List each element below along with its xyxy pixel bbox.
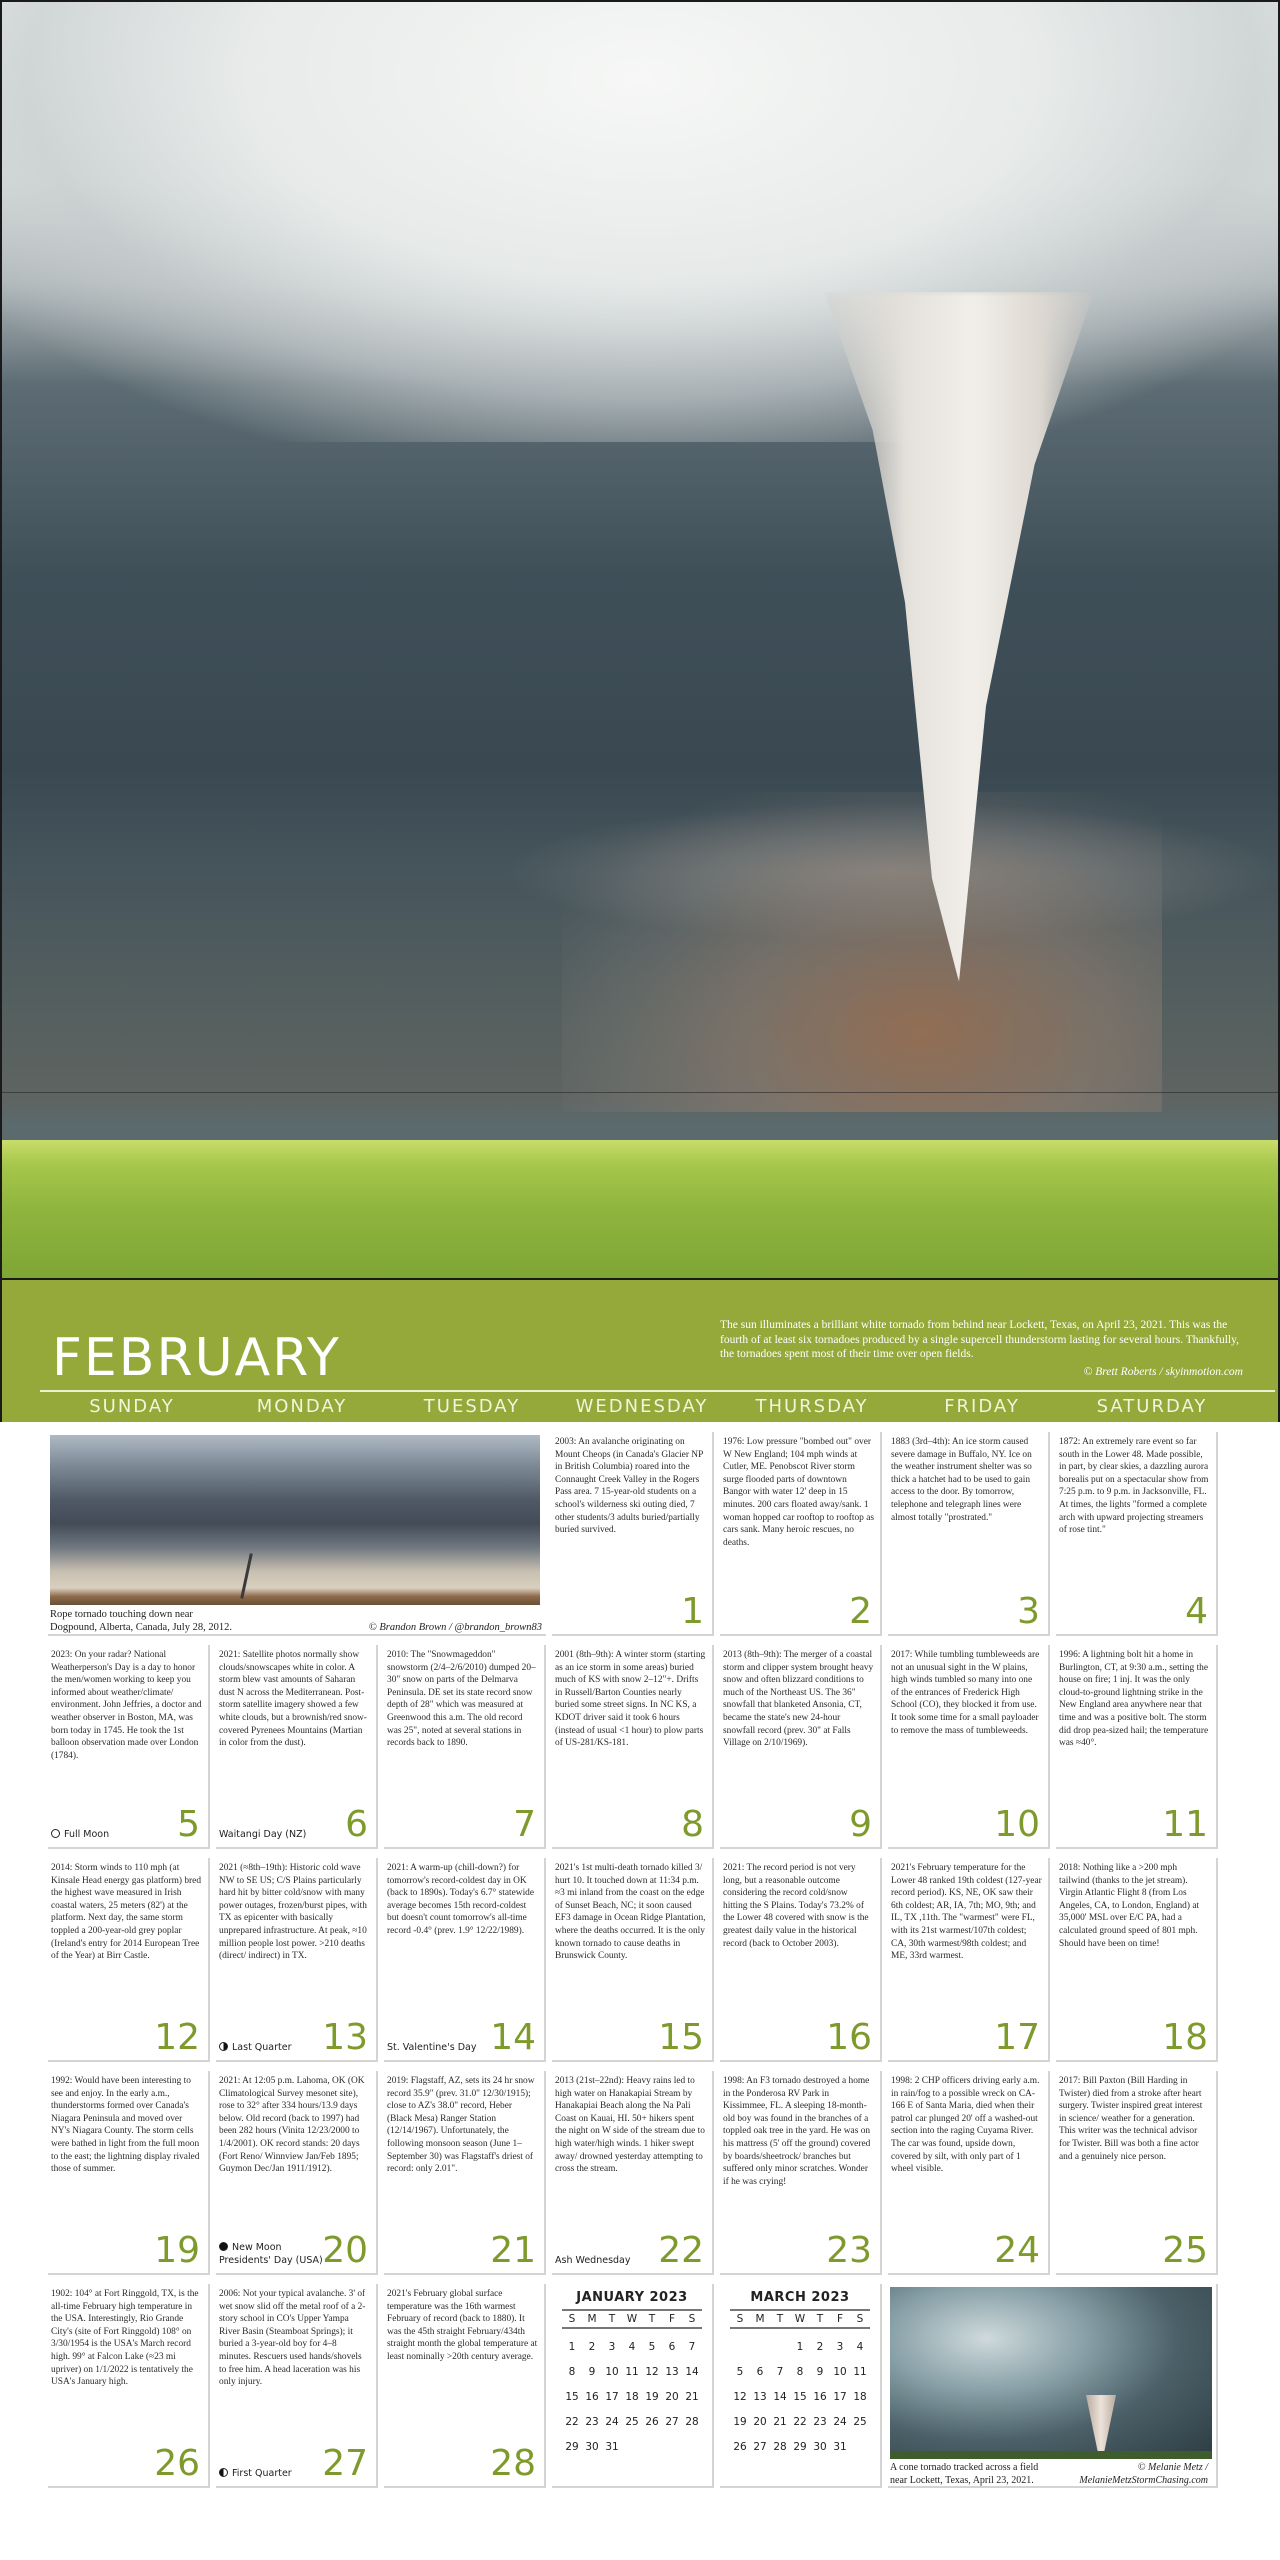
- mini-day: 8: [796, 2366, 804, 2378]
- hero-power-lines: [2, 1092, 1280, 1118]
- mini-calendar-week: [730, 2385, 870, 2410]
- mini-day: [850, 2435, 870, 2460]
- mini-day: 8: [568, 2366, 576, 2378]
- weekday-letter: F: [836, 2313, 844, 2325]
- mini-day: 13: [665, 2366, 679, 2378]
- day-cell-13: [216, 1858, 378, 2062]
- mini-day: 12: [733, 2391, 747, 2403]
- mini-day: 17: [605, 2391, 619, 2403]
- day-fact: 2017: While tumbling tumbleweeds are not an unusual sight in the W plains, high winds tumbled so many into one of the entrances of Frederick High School (CO), they blocked it from use. It took some time for a small payloader to remove the mass of tumbleweeds.: [891, 1650, 1040, 1736]
- mini-day: 9: [816, 2366, 824, 2378]
- day-number: 26: [154, 2443, 200, 2484]
- mini-day: 23: [585, 2416, 599, 2428]
- day-number: 23: [826, 2230, 872, 2271]
- day-fact: 2021: A warm-up (chill-down?) for tomorrow's record-coldest day in OK (back to 1890s). Today's 6.7° statewide average becomes 15th record-coldest but doesn't count tomorrow's all-time record -0.4° (prev. 1.9° 12/22/1989).: [387, 1863, 535, 1936]
- full-moon-icon: [51, 1829, 60, 1838]
- inset-photo-caption: [50, 1609, 232, 1634]
- header-divider: [40, 1390, 1275, 1392]
- inset-photo-credit: © Brandon Brown / @brandon_brown83: [368, 1622, 542, 1633]
- mini-day: 3: [836, 2341, 844, 2353]
- day-number: 20: [322, 2230, 368, 2271]
- day-fact: 2019: Flagstaff, AZ, sets its 24 hr snow record 35.9" (prev. 31.0" 12/30/1915); close to AZ's 38.0" record, Heber (Black Mesa) Ranger Station (12/14/1967). Unfortunately, the following monsoon season (June 1–September 30) was Flagstaff's driest of record: only 2.01".: [387, 2076, 535, 2175]
- day-fact: 1996: A lightning bolt hit a home in Burlington, CT, at 9:30 a.m., setting the house on fire; 1 inj. It was the only cloud-to-ground lightning strike in the New England area anywhere near that time and was a positive bolt. The storm did drop pea-sized hail; the temperature was ≈40°.: [1059, 1650, 1209, 1749]
- mini-day: 5: [736, 2366, 744, 2378]
- day-number: 1: [681, 1591, 704, 1632]
- day-number: 18: [1162, 2017, 1208, 2058]
- day-fact: 2021's February global surface temperature was the 16th warmest February of record (back to 1880). It was the 45th straight February/434th straight month the global temperature at least nominally >20th century average.: [387, 2289, 538, 2362]
- calendar-grid: [48, 1432, 1218, 2488]
- mini-day: 21: [685, 2391, 699, 2403]
- mini-day: 29: [793, 2441, 807, 2453]
- day-cell-20: [216, 2071, 378, 2275]
- weekday-letter: S: [688, 2313, 696, 2325]
- mini-day: 29: [565, 2441, 579, 2453]
- new-moon-icon: [219, 2242, 228, 2251]
- day-cell-7: [384, 1645, 546, 1849]
- caption-line: near Lockett, Texas, April 23, 2021.: [890, 2474, 1034, 2486]
- day-fact: 2021: Satellite photos normally show clouds/snowscapes white in color. A storm blew vast amounts of Saharan dust N across the Mediterranean. Post-storm satellite imagery showed a few white clouds, but a brownish/red snow-covered Pyrenees Mountains (Martian in color from the dust).: [219, 1650, 367, 1749]
- mini-day: 14: [685, 2366, 699, 2378]
- mini-day: [662, 2435, 682, 2460]
- credit-line: © Melanie Metz /: [1137, 2462, 1208, 2473]
- day-number: 25: [1162, 2230, 1208, 2271]
- day-fact: 2021's February temperature for the Lower 48 ranked 19th coldest (127-year record period). KS, NE, OK saw their 6th coldest; AR, IA, 7th; MO, 9th; and IL, TX ,11th. The "warmest" were FL, with its 21st warmest/107th coldest; CA, 30th warmest/98th coldest; and ME, 33rd warmest.: [891, 1863, 1042, 1962]
- day-fact: 2013 (8th–9th): The merger of a coastal storm and clipper system brought heavy snow and often blizzard conditions to much of the Northeast US. The 36" snowfall that blanketed Ansonia, CT, became the state's new 24-hour snowfall record (prev. 30" at Falls Village on 2/10/1969).: [723, 1650, 874, 1749]
- note-label: First Quarter: [232, 2468, 292, 2479]
- mini-day: 2: [588, 2341, 596, 2353]
- day-fact: 2021: The record period is not very long, but a reasonable outcome considering the record cold/snow hitting the S Plains. Today's 73.2% of the Lower 48 covered with snow is the greatest daily value in the historical record (back to October 2003).: [723, 1863, 869, 1949]
- mini-calendar-week: [730, 2410, 870, 2435]
- day-cell-24: [888, 2071, 1050, 2275]
- day-cell-10: [888, 1645, 1050, 1849]
- weekday-letter: M: [587, 2313, 597, 2325]
- day-number: 24: [994, 2230, 1040, 2271]
- mini-day: 7: [776, 2366, 784, 2378]
- day-fact: 2010: The "Snowmageddon" snowstorm (2/4–2/6/2010) dumped 20–30" snow on parts of the Delmarva Peninsula. DE set its state record snow depth of 28" which was measured at Greenwood this a.m. The old record was 25", noted at several stations in records back to 1890.: [387, 1650, 536, 1749]
- day-cell-22: [552, 2071, 714, 2275]
- day-number: 15: [658, 2017, 704, 2058]
- day-cell-8: [552, 1645, 714, 1849]
- day-number: 12: [154, 2017, 200, 2058]
- day-cell-5: [48, 1645, 210, 1849]
- day-number: 8: [681, 1804, 704, 1845]
- mini-day: 4: [856, 2341, 864, 2353]
- day-fact: 2006: Not your typical avalanche. 3' of wet snow slid off the metal roof of a 2-story school in CO's Upper Yampa River Basin (Steamboat Springs); it buried a 3-year-old boy for 4–8 minutes. Rescuers used hands/shovels to free him. A head laceration was his only injury.: [219, 2289, 366, 2388]
- day-number: 17: [994, 2017, 1040, 2058]
- mini-day: 22: [565, 2416, 579, 2428]
- mini-day: 14: [773, 2391, 787, 2403]
- rope-tornado-image: [50, 1435, 540, 1605]
- day-note: [219, 2041, 292, 2054]
- day-number: 27: [322, 2443, 368, 2484]
- mini-day: 17: [833, 2391, 847, 2403]
- mini-day: 11: [625, 2366, 639, 2378]
- day-fact: 1902: 104° at Fort Ringgold, TX, is the all-time February high temperature in the USA. Interestingly, Rio Grande City's (site of Fort Ringgold) 108° on 3/30/1954 is the USA's March record high. 99° at Falcon Lake (≈23 mi upriver) on 1/1/2022 is tentatively the USA's January high.: [51, 2289, 199, 2388]
- hero-credit: © Brett Roberts / skyinmotion.com: [1083, 1366, 1243, 1378]
- mini-day: 30: [813, 2441, 827, 2453]
- day-cell-28: [384, 2284, 546, 2488]
- mini-day: 25: [625, 2416, 639, 2428]
- mini-day: 1: [568, 2341, 576, 2353]
- inset-photo-rope-tornado: [48, 1432, 546, 1636]
- weekday-monday: MONDAY: [256, 1396, 348, 1417]
- weekday-letter: S: [736, 2313, 744, 2325]
- day-cell-18: [1056, 1858, 1218, 2062]
- mini-day: [622, 2435, 642, 2460]
- note-label: Full Moon: [64, 1829, 110, 1840]
- day-cell-11: [1056, 1645, 1218, 1849]
- cone-tornado-image: [890, 2287, 1212, 2459]
- mini-day: 20: [665, 2391, 679, 2403]
- cone-funnel: [1086, 2395, 1116, 2453]
- day-number: 13: [322, 2017, 368, 2058]
- day-number: 16: [826, 2017, 872, 2058]
- mini-day: 10: [833, 2366, 847, 2378]
- day-number: 19: [154, 2230, 200, 2271]
- day-fact: 2013 (21st–22nd): Heavy rains led to high water on Hanakapiai Stream by Hanakapiai Beach along the Na Pali Coast on Kauai, HI. 50+ hikers spent the night on W side of the stream due to high water/high winds. 1 hiker swept away/ drowned yesterday attempting to cross the stream.: [555, 2076, 705, 2175]
- inset-photo-cone-tornado: [888, 2284, 1218, 2488]
- mini-calendar-weekdays: [562, 2309, 702, 2329]
- hero-green-field: [2, 1140, 1280, 1280]
- mini-day: [770, 2335, 790, 2360]
- day-cell-27: [216, 2284, 378, 2488]
- mini-day: 31: [605, 2441, 619, 2453]
- mini-day: 16: [585, 2391, 599, 2403]
- mini-day: 24: [605, 2416, 619, 2428]
- first-quarter-moon-icon: [219, 2468, 228, 2477]
- mini-day: 9: [588, 2366, 596, 2378]
- month-header: [0, 1280, 1280, 1422]
- weekday-sunday: SUNDAY: [89, 1396, 175, 1417]
- mini-day: 20: [753, 2416, 767, 2428]
- day-number: 11: [1162, 1804, 1208, 1845]
- day-fact: 2023: On your radar? National Weatherperson's Day is a day to honor the men/women working to keep you informed about weather/climate/ environment. John Jeffries, a doctor and weather observer in Boston, MA, was born today in 1745. He took the 1st balloon observation made over London (1784).: [51, 1650, 202, 1761]
- day-fact: 2014: Storm winds to 110 mph (at Kinsale Head energy gas platform) bred the highest wave measured in Irish coastal waters, 25 meters (82') at the platform. Next day, the same storm toppled a 200-year-old grey poplar (Ireland's entry for 2014 European Tree of the Year) at Birr Castle.: [51, 1863, 202, 1962]
- mini-calendar-week: [730, 2360, 870, 2385]
- hero-dust-cloud: [562, 792, 1162, 1112]
- weekday-letter: M: [755, 2313, 765, 2325]
- day-number: 2: [849, 1591, 872, 1632]
- mini-day: 15: [565, 2391, 579, 2403]
- day-note: Ash Wednesday: [555, 2255, 631, 2266]
- day-fact: 2003: An avalanche originating on Mount Cheops (in Canada's Glacier NP in British Columbia) roared into the Connaught Creek Valley in the Rogers Pass area. 7 15-year-old students on a school's wilderness ski outing died, 7 other students/3 adults buried/partially buried survived.: [555, 1437, 703, 1536]
- day-fact: 1872: An extremely rare event so far south in the Lower 48. Made possible, in part, by clear skies, a dazzling aurora borealis put on a spectacular show from 7:25 p.m. to 9 p.m. in Jacksonville, FL. At times, the lights "formed a complete arch with upward projecting streamers of rose tint.": [1059, 1437, 1209, 1536]
- day-number: 7: [513, 1804, 536, 1845]
- weekday-letter: T: [648, 2313, 656, 2325]
- weekday-tuesday: TUESDAY: [423, 1396, 521, 1417]
- mini-day: [642, 2435, 662, 2460]
- day-number: 28: [490, 2443, 536, 2484]
- day-note: [51, 1828, 109, 1841]
- hero-cloud: [0, 0, 1280, 442]
- mini-day: [682, 2435, 702, 2460]
- mini-day: 3: [608, 2341, 616, 2353]
- day-cell-23: [720, 2071, 882, 2275]
- caption-line: Dogpound, Alberta, Canada, July 28, 2012.: [50, 1621, 232, 1633]
- day-number: 4: [1185, 1591, 1208, 1632]
- weekday-friday: FRIDAY: [944, 1396, 1020, 1417]
- holiday-label: Presidents' Day (USA): [219, 2255, 323, 2266]
- day-cell-1: [552, 1432, 714, 1636]
- photo-ground: [890, 2451, 1212, 2459]
- day-fact: 2001 (8th–9th): A winter storm (starting as an ice storm in some areas) buried much of KS with snow 2–12"+. Drifts in Russell/Barton Counties nearly buried some street signs. In NC KS, a KDOT driver said it took 6 hours (instead of usual <1 hour) to plow parts of US-281/KS-181.: [555, 1650, 706, 1749]
- mini-calendar-week: [730, 2335, 870, 2360]
- day-number: 9: [849, 1804, 872, 1845]
- day-fact: 1998: 2 CHP officers driving early a.m. in rain/fog to a possible wreck on CA-166 E of Santa Maria, died when their patrol car plunged 20' off a washed-out section into the raging Cuyama River. The car was found, upside down, covered by silt, with only part of 1 wheel visible.: [891, 2076, 1040, 2175]
- mini-day: 19: [645, 2391, 659, 2403]
- weekday-letter: S: [856, 2313, 864, 2325]
- mini-calendar-week: [562, 2410, 702, 2435]
- weekday-wednesday: WEDNESDAY: [575, 1396, 709, 1417]
- mini-day: 27: [753, 2441, 767, 2453]
- mini-day: 18: [625, 2391, 639, 2403]
- mini-day: [750, 2335, 770, 2360]
- hero-caption: The sun illuminates a brilliant white tornado from behind near Lockett, Texas, on April 23, 2021. This was the fourth of at least six tornadoes produced by a single supercell thunderstorm lasting for several hours. Thankfully, the tornadoes spent most of their time over open fields.: [720, 1319, 1239, 1360]
- note-label: New Moon: [232, 2242, 282, 2253]
- mini-day: 6: [668, 2341, 676, 2353]
- day-number: 5: [177, 1804, 200, 1845]
- day-number: 3: [1017, 1591, 1040, 1632]
- day-fact: 1883 (3rd–4th): An ice storm caused severe damage in Buffalo, NY. Ice on the weather instrument shelter was so thick a hatchet had to be used to gain access to the door. By tomorrow, telephone and telegraph lines were almost totally "prostrated.": [891, 1437, 1032, 1523]
- mini-day: 2: [816, 2341, 824, 2353]
- mini-day: 31: [833, 2441, 847, 2453]
- day-cell-6: [216, 1645, 378, 1849]
- rope-funnel: [240, 1553, 252, 1599]
- mini-day: 5: [648, 2341, 656, 2353]
- mini-day: 10: [605, 2366, 619, 2378]
- caption-line: A cone tornado tracked across a field: [890, 2462, 1039, 2473]
- day-cell-14: [384, 1858, 546, 2062]
- mini-day: 28: [773, 2441, 787, 2453]
- mini-day: 27: [665, 2416, 679, 2428]
- weekday-saturday: SATURDAY: [1096, 1396, 1208, 1417]
- day-fact: 2021 (≈8th–19th): Historic cold wave NW to SE US; C/S Plains particularly hard hit by bitter cold/snow with many power outages, frozen/burst pipes, with TX as epicenter with basically unprepared infrastructure. At peak, ≈10 million people lost power. >210 deaths (direct/ indirect) in TX.: [219, 1863, 367, 1962]
- mini-calendar-title: JANUARY 2023: [576, 2290, 688, 2305]
- day-cell-15: [552, 1858, 714, 2062]
- inset-photo-credit: [1079, 2462, 1208, 2487]
- mini-day: 6: [756, 2366, 764, 2378]
- day-cell-16: [720, 1858, 882, 2062]
- mini-day: 24: [833, 2416, 847, 2428]
- weekday-header-row: [47, 1396, 1237, 1417]
- day-number: 14: [490, 2017, 536, 2058]
- mini-day: 4: [628, 2341, 636, 2353]
- mini-day: 15: [793, 2391, 807, 2403]
- day-number: 22: [658, 2230, 704, 2271]
- mini-calendar-week: [562, 2385, 702, 2410]
- day-note: [219, 2467, 292, 2480]
- weekday-letter: T: [776, 2313, 784, 2325]
- mini-day: 18: [853, 2391, 867, 2403]
- day-number: 10: [994, 1804, 1040, 1845]
- weekday-letter: W: [794, 2313, 806, 2325]
- day-fact: 1976: Low pressure "bombed out" over W New England; 104 mph winds at Cutler, ME. Penobscot River storm surge flooded parts of downtown Bangor with water 12' deep in 15 minutes. 200 cars floated away/sank. 1 woman hopped car rooftop to rooftop as cars sank. Many heroic rescues, no deaths.: [723, 1437, 875, 1548]
- weekday-letter: W: [626, 2313, 638, 2325]
- mini-calendar-week: [730, 2435, 870, 2460]
- mini-calendar-week: [562, 2435, 702, 2460]
- day-number: 6: [345, 1804, 368, 1845]
- month-title: FEBRUARY: [52, 1328, 341, 1388]
- day-cell-17: [888, 1858, 1050, 2062]
- day-fact: 2021: At 12:05 p.m. Lahoma, OK (OK Climatological Survey mesonet site), rose to 32° after 334 hours/13.9 days below. Old record (back to 1997) had been 282 hours (Vinita 12/23/2000 to 1/4/2001). OK record stands: 20 days (Fort Reno/ Winnview Jan/Feb 1895; Guymon Dec/Jan 1911/1912).: [219, 2076, 365, 2175]
- day-fact: 2021's 1st multi-death tornado killed 3/ hurt 10. It touched down at 11:34 p.m. ≈3 mi inland from the coast on the edge of Sunset Beach, NC; it soon caused EF3 damage in Ocean Ridge Plantation, where the deaths occurred. It is the only known tornado to cause deaths in Brunswick County.: [555, 1863, 706, 1962]
- mini-calendar-january: [552, 2284, 714, 2488]
- day-cell-25: [1056, 2071, 1218, 2275]
- day-fact: 2018: Nothing like a >200 mph tailwind (thanks to the jet stream). Virgin Atlantic Flight 8 (from Los Angeles, CA, to London, England) at 35,000' MSL over E/C PA, had a calculated ground speed of 801 mph. Should have been on time!: [1059, 1863, 1200, 1949]
- mini-day: 22: [793, 2416, 807, 2428]
- note-label: Last Quarter: [232, 2042, 292, 2053]
- mini-calendar-week: [562, 2335, 702, 2360]
- day-fact: 2017: Bill Paxton (Bill Harding in Twister) died from a stroke after heart surgery. Twister inspired great interest in science/ weather for a generation. This writer was the technical advisor for Twister. Bill was both a fine actor and a genuinely nice person.: [1059, 2076, 1203, 2162]
- caption-line: Rope tornado touching down near: [50, 1609, 193, 1620]
- mini-day: 25: [853, 2416, 867, 2428]
- day-note: St. Valentine's Day: [387, 2042, 477, 2053]
- day-cell-12: [48, 1858, 210, 2062]
- day-note: Waitangi Day (NZ): [219, 1829, 307, 1840]
- day-cell-2: [720, 1432, 882, 1636]
- day-fact: 1992: Would have been interesting to see and enjoy. In the early a.m., thunderstorms formed over Canada's Niagara Peninsula and moved over NY's Niagara County. The storm cells were bathed in light from the full moon to the east; the lightning display rivaled those of summer.: [51, 2076, 200, 2175]
- weekday-thursday: THURSDAY: [755, 1396, 869, 1417]
- weekday-letter: T: [608, 2313, 616, 2325]
- inset-photo-caption: [890, 2462, 1038, 2487]
- day-number: 21: [490, 2230, 536, 2271]
- mini-calendar-weekdays: [730, 2309, 870, 2329]
- mini-day: 19: [733, 2416, 747, 2428]
- mini-calendar-week: [562, 2360, 702, 2385]
- mini-calendar-march: [720, 2284, 882, 2488]
- weekday-letter: F: [668, 2313, 676, 2325]
- mini-day: 30: [585, 2441, 599, 2453]
- mini-day: 26: [733, 2441, 747, 2453]
- day-fact: 1998: An F3 tornado destroyed a home in the Ponderosa RV Park in Kissimmee, FL. A sleeping 18-month-old boy was found in the branches of a toppled oak tree in the yard. He was on his mattress (5' off the ground) covered by boards/sheetrock/ branches but suffered only minor scratches. Wonder if he was crying!: [723, 2076, 871, 2187]
- mini-calendar-title: MARCH 2023: [750, 2290, 850, 2305]
- credit-line: MelanieMetzStormChasing.com: [1079, 2474, 1208, 2486]
- mini-day: 23: [813, 2416, 827, 2428]
- day-cell-9: [720, 1645, 882, 1849]
- mini-day: 12: [645, 2366, 659, 2378]
- mini-day: 1: [796, 2341, 804, 2353]
- day-cell-26: [48, 2284, 210, 2488]
- mini-day: 13: [753, 2391, 767, 2403]
- mini-day: [730, 2335, 750, 2360]
- mini-day: 21: [773, 2416, 787, 2428]
- mini-day: 28: [685, 2416, 699, 2428]
- last-quarter-moon-icon: [219, 2042, 228, 2051]
- mini-day: 11: [853, 2366, 867, 2378]
- day-cell-4: [1056, 1432, 1218, 1636]
- day-cell-3: [888, 1432, 1050, 1636]
- weekday-letter: S: [568, 2313, 576, 2325]
- mini-day: 26: [645, 2416, 659, 2428]
- mini-day: 7: [688, 2341, 696, 2353]
- mini-day: 16: [813, 2391, 827, 2403]
- day-cell-19: [48, 2071, 210, 2275]
- weekday-letter: T: [816, 2313, 824, 2325]
- day-cell-21: [384, 2071, 546, 2275]
- day-note: [219, 2241, 323, 2267]
